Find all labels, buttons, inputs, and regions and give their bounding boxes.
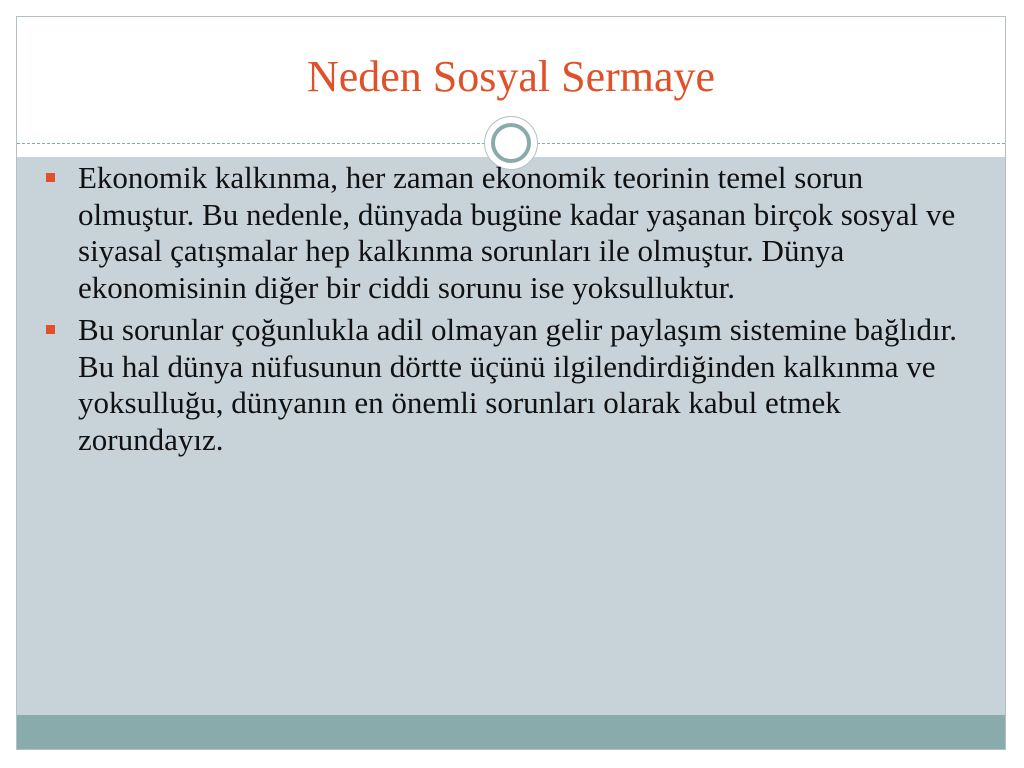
square-bullet-icon: [46, 173, 55, 182]
footer-band: [17, 715, 1005, 750]
bullet-list: [44, 160, 964, 464]
slide-title: Neden Sosyal Sermaye: [306, 52, 716, 101]
bullet-item: [44, 312, 964, 458]
bullet-item: [44, 160, 964, 306]
square-bullet-icon: [46, 325, 55, 334]
bullet-text: Ekonomik kalkınma, her zaman ekonomik teorinin temel sorun olmuştur. Bu nedenle, dünyada bugüne kadar yaşanan birçok sosyal ve siyasal çatışmalar hep kalkınma sorunları ile olmuştur. Dünya ekonomisinin diğer bir ciddi sorunu ise yoksulluktur.: [78, 160, 956, 305]
bullet-text: Bu sorunlar çoğunlukla adil olmayan gelir paylaşım sistemine bağlıdır. Bu hal dünya nüfusunun dörtte üçünü ilgilendirdiğinden kalkınma ve yoksulluğu, dünyanın en önemli sorunları olarak kabul etmek zorundayız.: [78, 312, 958, 457]
circle-ring-icon: [491, 123, 531, 163]
